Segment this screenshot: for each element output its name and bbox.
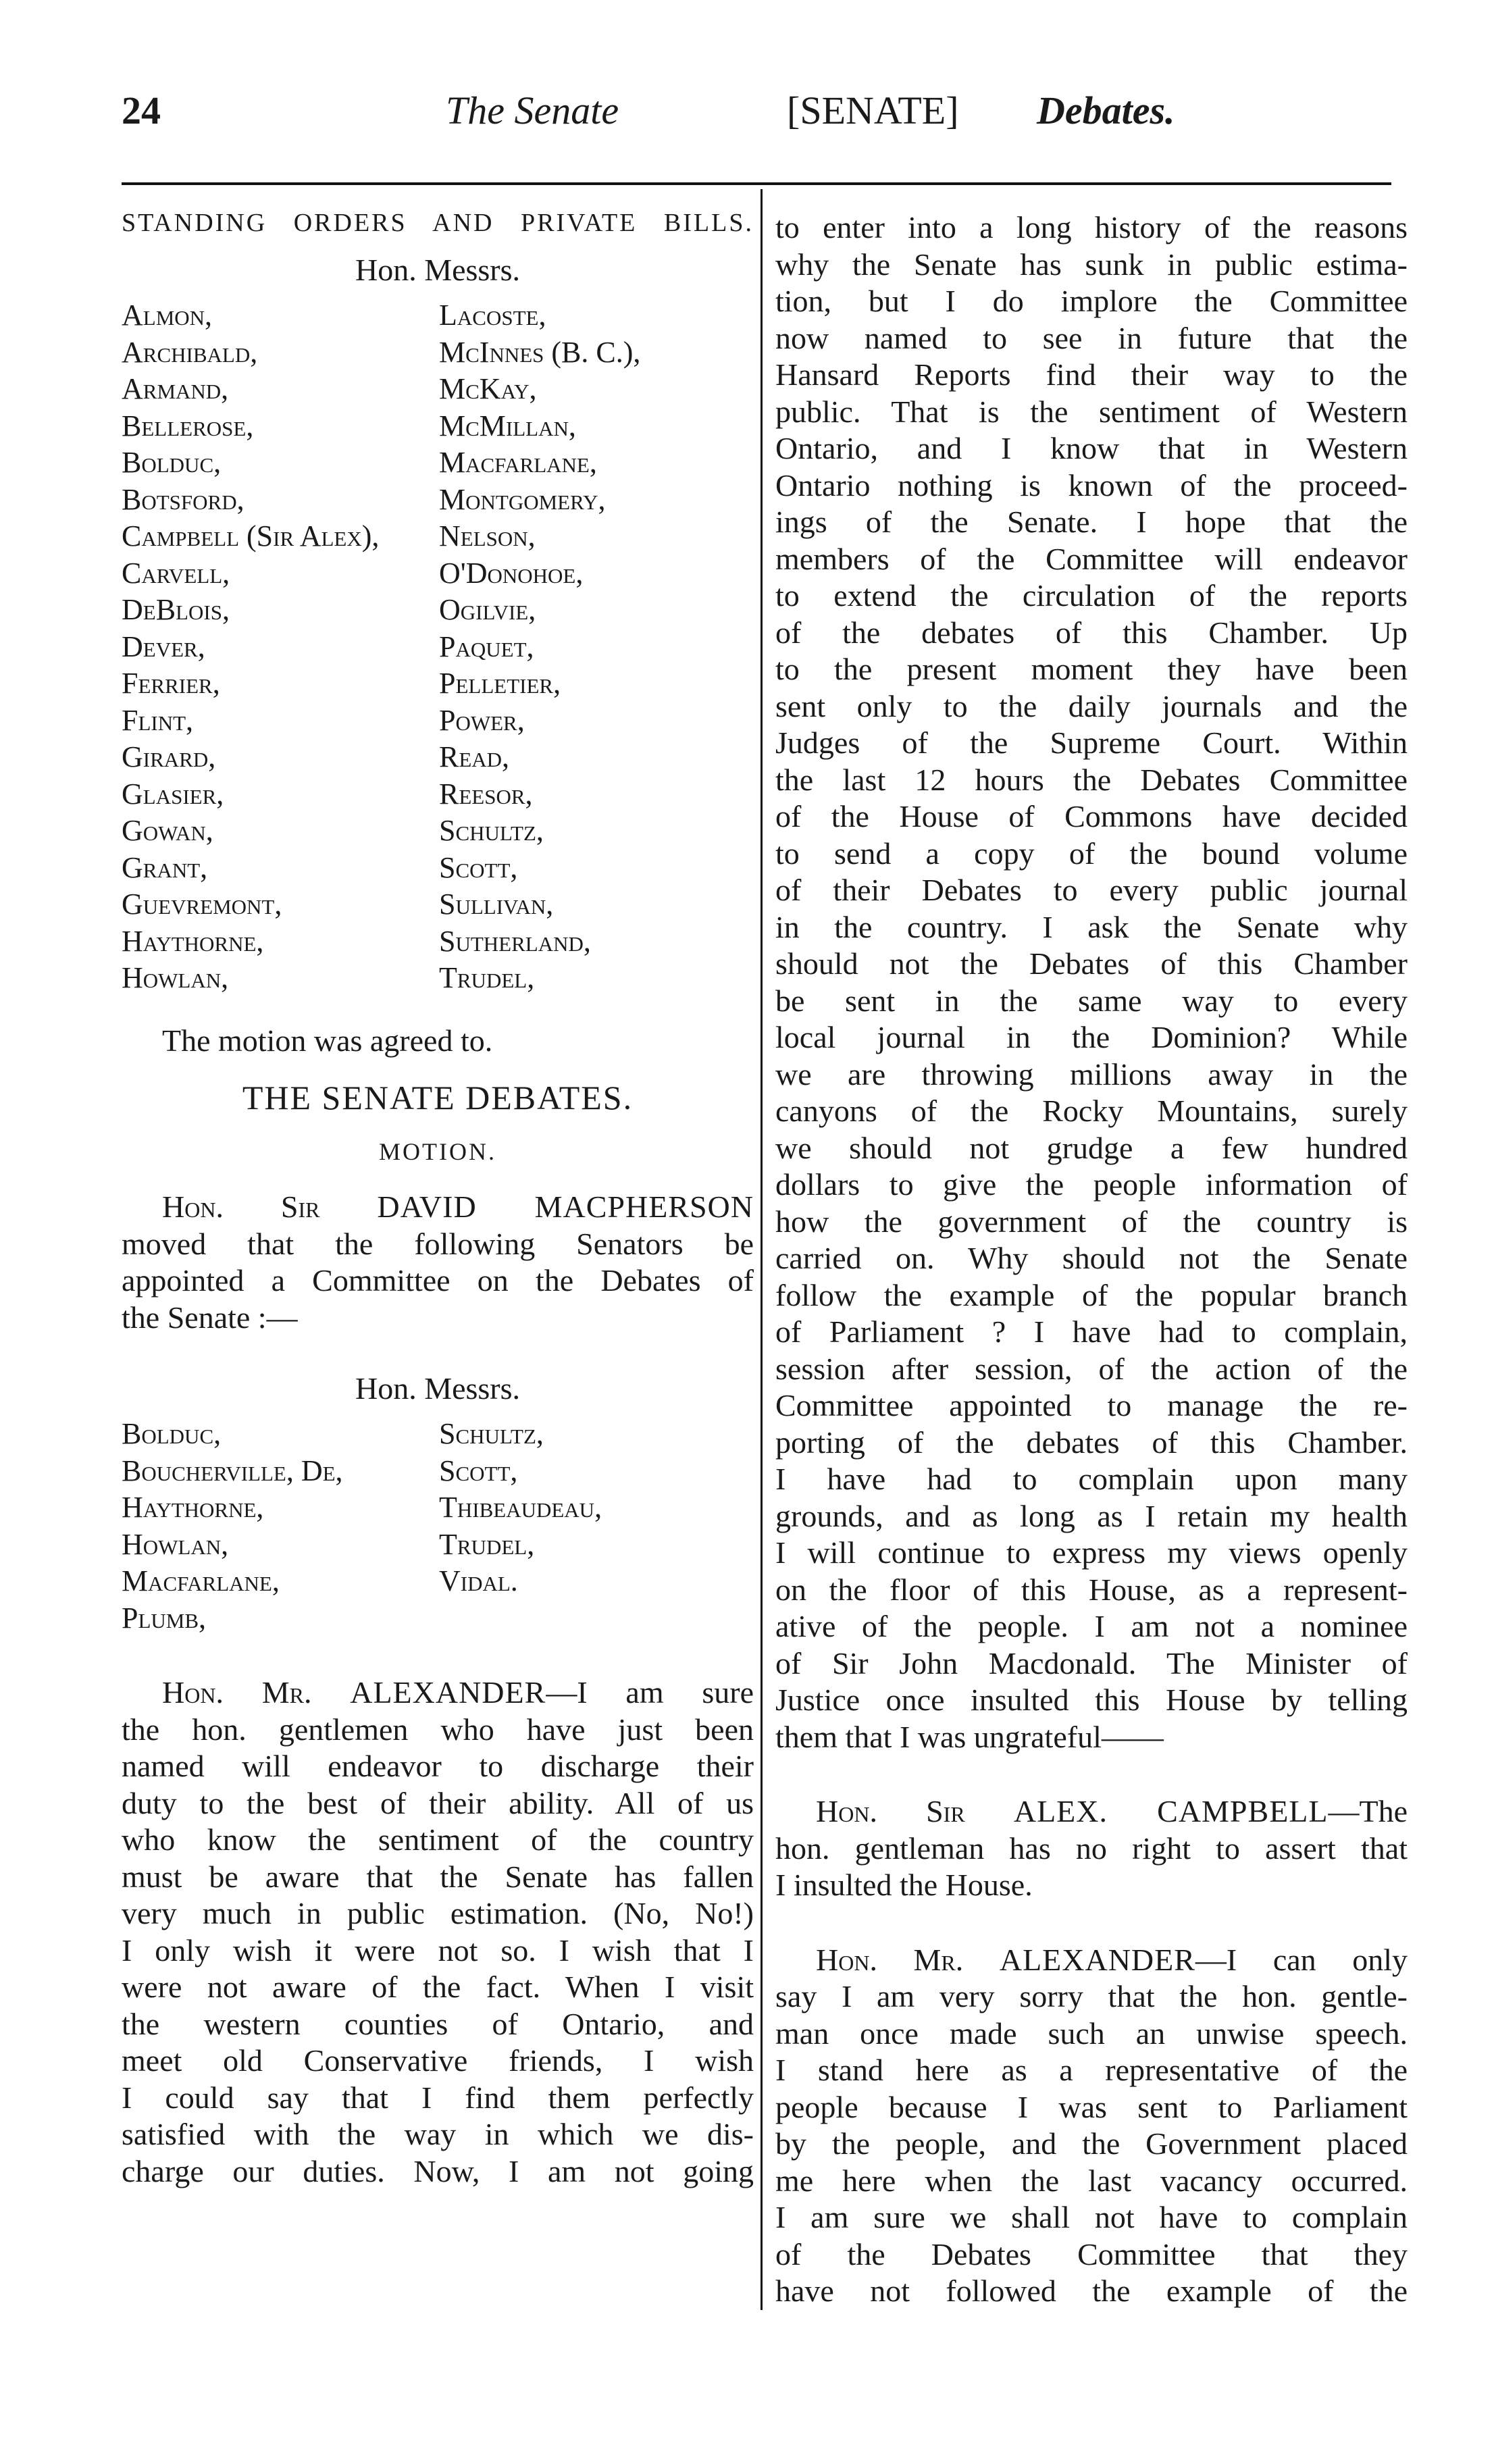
text-line: very much in public estimation. (No, No!) [122,1896,754,1930]
running-debates: Debates. [1037,88,1175,132]
text-line: say I am very sorry that the hon. gentle- [775,1979,1408,2013]
member-row [122,592,754,629]
text-line: of the debates of this Chamber. Up [775,615,1408,650]
text-line: be sent in the same way to every [775,983,1408,1018]
member-name-left: Bolduc, [122,1417,222,1450]
text-line: canyons of the Rocky Mountains, surely [775,1094,1408,1128]
member-row [122,665,754,702]
text-line: charge our duties. Now, I am not going [122,2153,754,2188]
member-name-right: Sullivan, [439,888,554,921]
text-line: follow the example of the popular branch [775,1277,1408,1312]
text-line: meet old Conservative friends, I wish [122,2043,754,2078]
member-name-left: Campbell (Sir Alex), [122,519,380,553]
speech-start: —I can only [1195,1942,1408,1977]
text-line: must be aware that the Senate has fallen [122,1859,754,1894]
text-line: who know the sentiment of the country [122,1822,754,1857]
page-number: 24 [122,88,161,132]
member-name-left: Haythorne, [122,1491,264,1524]
text-line: I stand here as a representative of the [775,2053,1408,2087]
hon-messrs-heading: Hon. Messrs. [355,253,521,287]
text-line: grounds, and as long as I retain my health [775,1498,1408,1533]
speaker-title: Hon. Sir [816,1794,965,1828]
text-line: I will continue to express my views openly [775,1535,1408,1570]
member-row [122,1453,754,1490]
member-row [122,371,754,408]
section-title: THE SENATE DEBATES. [242,1079,634,1116]
member-name-left: Girard, [122,740,216,773]
text-line: tion, but I do implore the Committee [775,284,1408,318]
member-name-right: Vidal. [439,1564,518,1597]
member-name-right: Thibeaudeau, [439,1491,602,1524]
text-line: of the Debates Committee that they [775,2236,1408,2272]
member-row [122,518,754,555]
member-name-right: Read, [439,740,510,773]
member-name-right: O'Donohoe, [439,556,584,590]
text-line: I only wish it were not so. I wish that I [122,1932,754,1968]
alexander-continuation-paragraph [775,209,1408,1755]
text-line: should not the Debates of this Chamber [775,946,1408,981]
member-name-right: McInnes (B. C.), [439,335,641,369]
member-row [122,444,754,482]
campbell-first-line [775,1793,1408,1830]
text-line: moved that the following Senators be [122,1226,754,1261]
member-name-left: Boucherville, De, [122,1454,343,1487]
member-name-right: Pelletier, [439,667,561,700]
member-name-right: Nelson, [439,519,536,553]
text-line: to enter into a long history of the reasons [775,210,1408,245]
speaker-title: Hon. Mr. [162,1675,312,1710]
speech-start: —The [1328,1794,1408,1828]
member-name-left: Bellerose, [122,409,254,442]
text-line: now named to see in future that the [775,320,1408,355]
member-name-left: Gowan, [122,814,213,847]
text-line: of Sir John Macdonald. The Minister of [775,1645,1408,1680]
motion-agreed-text: The motion was agreed to. [162,1023,493,1058]
text-line: named will endeavor to discharge their [122,1749,754,1783]
member-name-right: McMillan, [439,409,576,442]
member-name-left: Ferrier, [122,667,220,700]
member-name-left: Grant, [122,850,208,884]
member-row [122,886,754,923]
speaker-name: ALEXANDER [350,1675,546,1710]
text-line: satisfied with the way in which we dis- [122,2117,754,2151]
header-rule [122,182,1391,185]
text-line: to send a copy of the bound volume [775,836,1408,871]
member-name-left: DeBlois, [122,593,230,626]
member-row [122,297,754,334]
member-name-right: Reesor, [439,777,533,811]
text-line: people because I was sent to Parliament [775,2089,1408,2124]
speaker-title: Hon. Mr. [816,1942,964,1977]
member-name-right: Lacoste, [439,299,546,332]
alexander-paragraph [122,1712,754,2190]
member-name-right: Macfarlane, [439,446,597,479]
text-line: ative of the people. I am not a nominee [775,1609,1408,1643]
member-row [122,960,754,997]
text-line: members of the Committee will endeavor [775,541,1408,576]
text-line: man once made such an unwise speech. [775,2016,1408,2051]
member-name-left: Plumb, [122,1601,207,1635]
member-name-right: Scott, [439,1454,518,1487]
text-line: duty to the best of their ability. All of us [122,1785,754,1820]
member-row [122,1600,754,1637]
alexander2-first-line [775,1942,1408,1979]
member-name-right: Scott, [439,850,518,884]
text-line: how the government of the country is [775,1204,1408,1239]
member-name-left: Armand, [122,372,229,405]
member-name-right: McKay, [439,372,537,405]
alexander-first-line [122,1674,754,1712]
member-name-left: Haythorne, [122,924,264,958]
text-line: by the people, and the Government placed [775,2126,1408,2161]
member-name-right: Ogilvie, [439,593,536,626]
member-name-left: Howlan, [122,1527,229,1561]
member-row [122,923,754,960]
member-name-right: Schultz, [439,814,544,847]
text-line: the western counties of Ontario, and [122,2006,754,2041]
speaker-name: DAVID MACPHERSON [377,1189,754,1224]
text-line: I insulted the House. [775,1868,1033,1902]
member-name-right: Power, [439,703,525,737]
text-line: I have had to complain upon many [775,1462,1408,1496]
text-line: the hon. gentlemen who have just been [122,1712,754,1747]
member-row [122,1416,754,1453]
member-row [122,408,754,445]
member-name-left: Macfarlane, [122,1564,280,1597]
text-line: porting of the debates of this Chamber. [775,1424,1408,1460]
member-row [122,555,754,592]
text-line: why the Senate has sunk in public estima- [775,247,1408,282]
member-name-left: Dever, [122,630,205,663]
text-line: we should not grudge a few hundred [775,1130,1408,1165]
text-line: on the floor of this House, as a represent- [775,1572,1408,1607]
text-line: local journal in the Dominion? While [775,1020,1408,1054]
text-line: we are throwing millions away in the [775,1056,1408,1092]
member-row [122,850,754,887]
member-row [122,1563,754,1600]
speaker-title: Hon. Sir [162,1189,320,1224]
member-row [122,1489,754,1526]
member-row [122,813,754,850]
debates-committee-members-list [122,1416,754,1637]
right-column [775,209,1408,2310]
text-line: Ontario, and I know that in Western [775,431,1408,465]
committee-members-list [122,297,754,997]
text-line: I am sure we shall not have to complain [775,2200,1408,2234]
text-line: session after session, of the action of the [775,1351,1408,1386]
member-name-left: Botsford, [122,482,244,516]
text-line: in the country. I ask the Senate why [775,909,1408,944]
text-line: Ontario nothing is known of the proceed- [775,467,1408,503]
text-line: public. That is the sentiment of Western [775,394,1408,429]
text-line: to extend the circulation of the reports [775,578,1408,613]
member-name-right: Montgomery, [439,482,606,516]
text-line: hon. gentleman has no right to assert that [775,1830,1408,1866]
member-row [122,334,754,371]
macpherson-first-line [122,1189,754,1226]
text-line: Hansard Reports find their way to the [775,357,1408,392]
motion-label: MOTION. [379,1138,496,1165]
member-name-left: Bolduc, [122,446,222,479]
text-line: have not followed the example of the [775,2274,1408,2308]
text-line: ings of the Senate. I hope that the [775,505,1408,539]
text-line: me here when the last vacancy occurred. [775,2163,1408,2198]
running-section: [SENATE] [787,88,959,132]
column-divider [761,189,763,2310]
member-row [122,739,754,776]
member-row [122,629,754,666]
member-name-right: Sutherland, [439,924,591,958]
alexander2-paragraph [775,1978,1408,2310]
speaker-name: ALEXANDER [999,1942,1195,1977]
member-name-right: Schultz, [439,1417,544,1450]
member-row [122,776,754,813]
text-line: Justice once insulted this House by telling [775,1683,1408,1717]
text-line: the Senate :— [122,1300,298,1335]
text-line: them that I was ungrateful—— [775,1719,1164,1754]
member-row [122,1526,754,1564]
member-name-left: Glasier, [122,777,224,811]
text-line: to the present moment they have been [775,652,1408,686]
member-row [122,702,754,740]
hon-messrs-heading-2: Hon. Messrs. [355,1371,521,1406]
text-line: of the House of Commons have decided [775,799,1408,833]
left-column [122,203,754,2190]
text-line: of Parliament ? I have had to complain, [775,1314,1408,1349]
running-title: The Senate [446,88,619,132]
campbell-paragraph [775,1830,1408,1904]
text-line: of their Debates to every public journal [775,873,1408,907]
text-line: dollars to give the people information of [775,1167,1408,1202]
spacer [122,997,754,1023]
committee-heading: STANDING ORDERS AND PRIVATE BILLS. [122,209,754,237]
text-line: Committee appointed to manage the re- [775,1388,1408,1422]
text-line: sent only to the daily journals and the [775,688,1408,723]
member-name-left: Guevremont, [122,888,282,921]
speaker-name: ALEX. CAMPBELL [1013,1794,1329,1828]
text-line: the last 12 hours the Debates Committee [775,762,1408,797]
member-row [122,482,754,519]
member-name-left: Almon, [122,299,213,332]
member-name-right: Trudel, [439,1527,535,1561]
speech-start: —I am sure [546,1675,754,1710]
text-line: Judges of the Supreme Court. Within [775,725,1408,760]
member-name-right: Paquet, [439,630,534,663]
text-line: were not aware of the fact. When I visit [122,1970,754,2004]
running-header [122,88,1391,149]
member-name-left: Howlan, [122,961,229,994]
text-line: appointed a Committee on the Debates of [122,1263,754,1298]
text-line: I could say that I find them perfectly [122,2080,754,2115]
macpherson-paragraph [122,1226,754,1337]
member-name-left: Archibald, [122,335,258,369]
member-name-left: Carvell, [122,556,230,590]
member-name-left: Flint, [122,703,194,737]
member-name-right: Trudel, [439,961,535,994]
text-line: carried on. Why should not the Senate [775,1241,1408,1275]
